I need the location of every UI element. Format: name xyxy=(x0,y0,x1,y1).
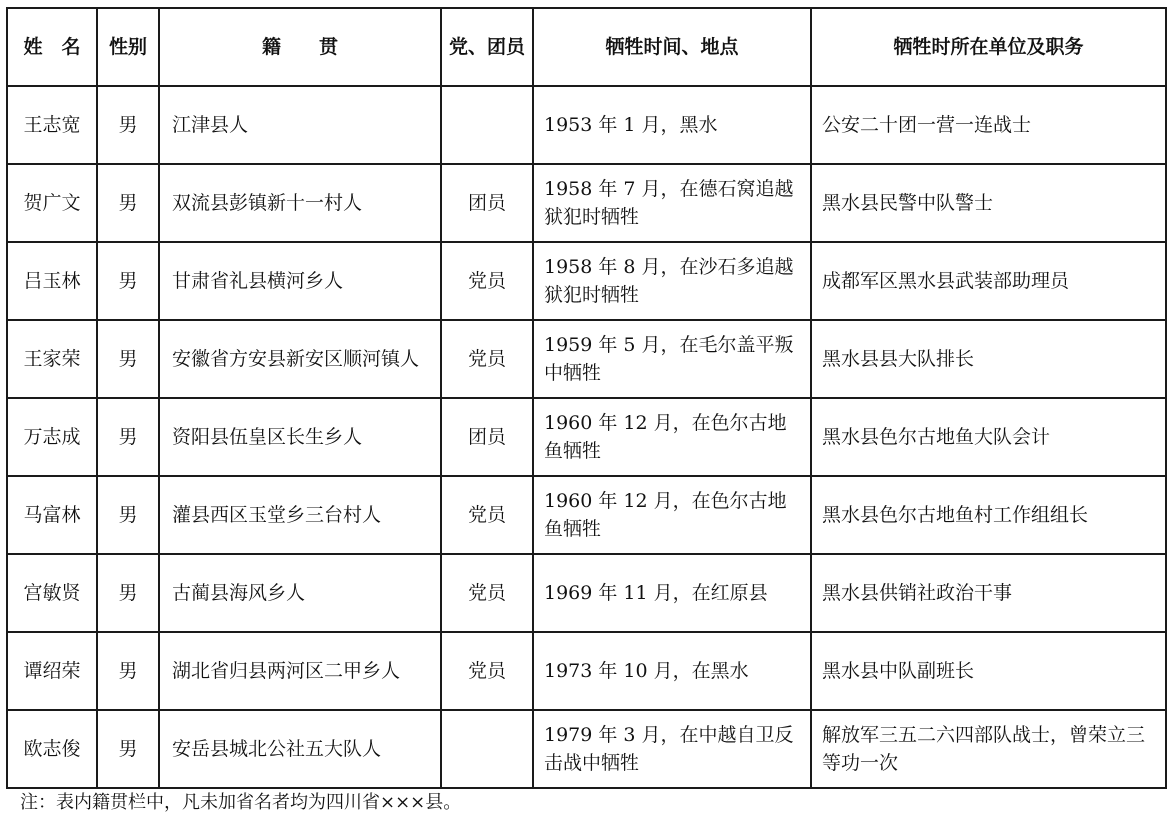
table-row xyxy=(7,242,1166,320)
cell-name: 谭绍荣 xyxy=(7,632,97,710)
table-row xyxy=(7,476,1166,554)
cell-sacrifice-time-place: 1958 年 8 月，在沙石多追越狱犯时牺牲 xyxy=(533,242,811,320)
header-sex: 性别 xyxy=(97,8,159,86)
cell-unit-position: 黑水县中队副班长 xyxy=(811,632,1166,710)
cell-party: 党员 xyxy=(441,554,533,632)
cell-name: 吕玉林 xyxy=(7,242,97,320)
header-name: 姓 名 xyxy=(7,8,97,86)
cell-sacrifice-time-place: 1958 年 7 月，在德石窝追越狱犯时牺牲 xyxy=(533,164,811,242)
cell-party: 党员 xyxy=(441,320,533,398)
cell-sacrifice-time-place: 1960 年 12 月，在色尔古地鱼牺牲 xyxy=(533,476,811,554)
cell-party: 团员 xyxy=(441,164,533,242)
cell-native-place: 江津县人 xyxy=(159,86,441,164)
table-row xyxy=(7,398,1166,476)
header-row xyxy=(7,8,1166,86)
cell-sacrifice-time-place: 1969 年 11 月，在红原县 xyxy=(533,554,811,632)
cell-party: 党员 xyxy=(441,632,533,710)
table-row xyxy=(7,320,1166,398)
cell-native-place: 安岳县城北公社五大队人 xyxy=(159,710,441,788)
cell-native-place: 灌县西区玉堂乡三台村人 xyxy=(159,476,441,554)
header-party: 党、团员 xyxy=(441,8,533,86)
cell-unit-position: 黑水县县大队排长 xyxy=(811,320,1166,398)
cell-name: 王家荣 xyxy=(7,320,97,398)
cell-party: 团员 xyxy=(441,398,533,476)
cell-sacrifice-time-place: 1960 年 12 月，在色尔古地鱼牺牲 xyxy=(533,398,811,476)
footnote: 注：表内籍贯栏中，凡未加省名者均为四川省×××县。 xyxy=(20,792,462,813)
cell-sacrifice-time-place: 1953 年 1 月，黑水 xyxy=(533,86,811,164)
header-sacrifice-time-place: 牺牲时间、地点 xyxy=(533,8,811,86)
cell-sex: 男 xyxy=(97,554,159,632)
cell-native-place: 双流县彭镇新十一村人 xyxy=(159,164,441,242)
cell-unit-position: 黑水县供销社政治干事 xyxy=(811,554,1166,632)
cell-sex: 男 xyxy=(97,86,159,164)
cell-sex: 男 xyxy=(97,632,159,710)
martyr-table xyxy=(6,7,1167,789)
cell-party: 党员 xyxy=(441,242,533,320)
cell-name: 王志宽 xyxy=(7,86,97,164)
table-row xyxy=(7,710,1166,788)
cell-name: 万志成 xyxy=(7,398,97,476)
cell-native-place: 安徽省方安县新安区顺河镇人 xyxy=(159,320,441,398)
cell-sacrifice-time-place: 1959 年 5 月，在毛尔盖平叛中牺牲 xyxy=(533,320,811,398)
header-unit-position: 牺牲时所在单位及职务 xyxy=(811,8,1166,86)
table-row xyxy=(7,632,1166,710)
cell-unit-position: 解放军三五二六四部队战士，曾荣立三等功一次 xyxy=(811,710,1166,788)
header-native-place: 籍 贯 xyxy=(159,8,441,86)
table-row xyxy=(7,164,1166,242)
cell-native-place: 资阳县伍皇区长生乡人 xyxy=(159,398,441,476)
cell-sex: 男 xyxy=(97,320,159,398)
table-row xyxy=(7,554,1166,632)
cell-sex: 男 xyxy=(97,398,159,476)
cell-native-place: 古蔺县海风乡人 xyxy=(159,554,441,632)
cell-unit-position: 公安二十团一营一连战士 xyxy=(811,86,1166,164)
cell-party: 党员 xyxy=(441,476,533,554)
cell-name: 欧志俊 xyxy=(7,710,97,788)
table-row xyxy=(7,86,1166,164)
cell-sacrifice-time-place: 1979 年 3 月，在中越自卫反击战中牺牲 xyxy=(533,710,811,788)
table-body xyxy=(7,86,1166,788)
cell-native-place: 甘肃省礼县横河乡人 xyxy=(159,242,441,320)
cell-party xyxy=(441,86,533,164)
cell-unit-position: 黑水县民警中队警士 xyxy=(811,164,1166,242)
cell-name: 马富林 xyxy=(7,476,97,554)
cell-sex: 男 xyxy=(97,710,159,788)
cell-party xyxy=(441,710,533,788)
cell-sex: 男 xyxy=(97,242,159,320)
cell-sex: 男 xyxy=(97,164,159,242)
cell-sacrifice-time-place: 1973 年 10 月，在黑水 xyxy=(533,632,811,710)
cell-sex: 男 xyxy=(97,476,159,554)
cell-unit-position: 成都军区黑水县武装部助理员 xyxy=(811,242,1166,320)
cell-name: 宫敏贤 xyxy=(7,554,97,632)
cell-unit-position: 黑水县色尔古地鱼村工作组组长 xyxy=(811,476,1166,554)
cell-name: 贺广文 xyxy=(7,164,97,242)
cell-unit-position: 黑水县色尔古地鱼大队会计 xyxy=(811,398,1166,476)
cell-native-place: 湖北省归县两河区二甲乡人 xyxy=(159,632,441,710)
